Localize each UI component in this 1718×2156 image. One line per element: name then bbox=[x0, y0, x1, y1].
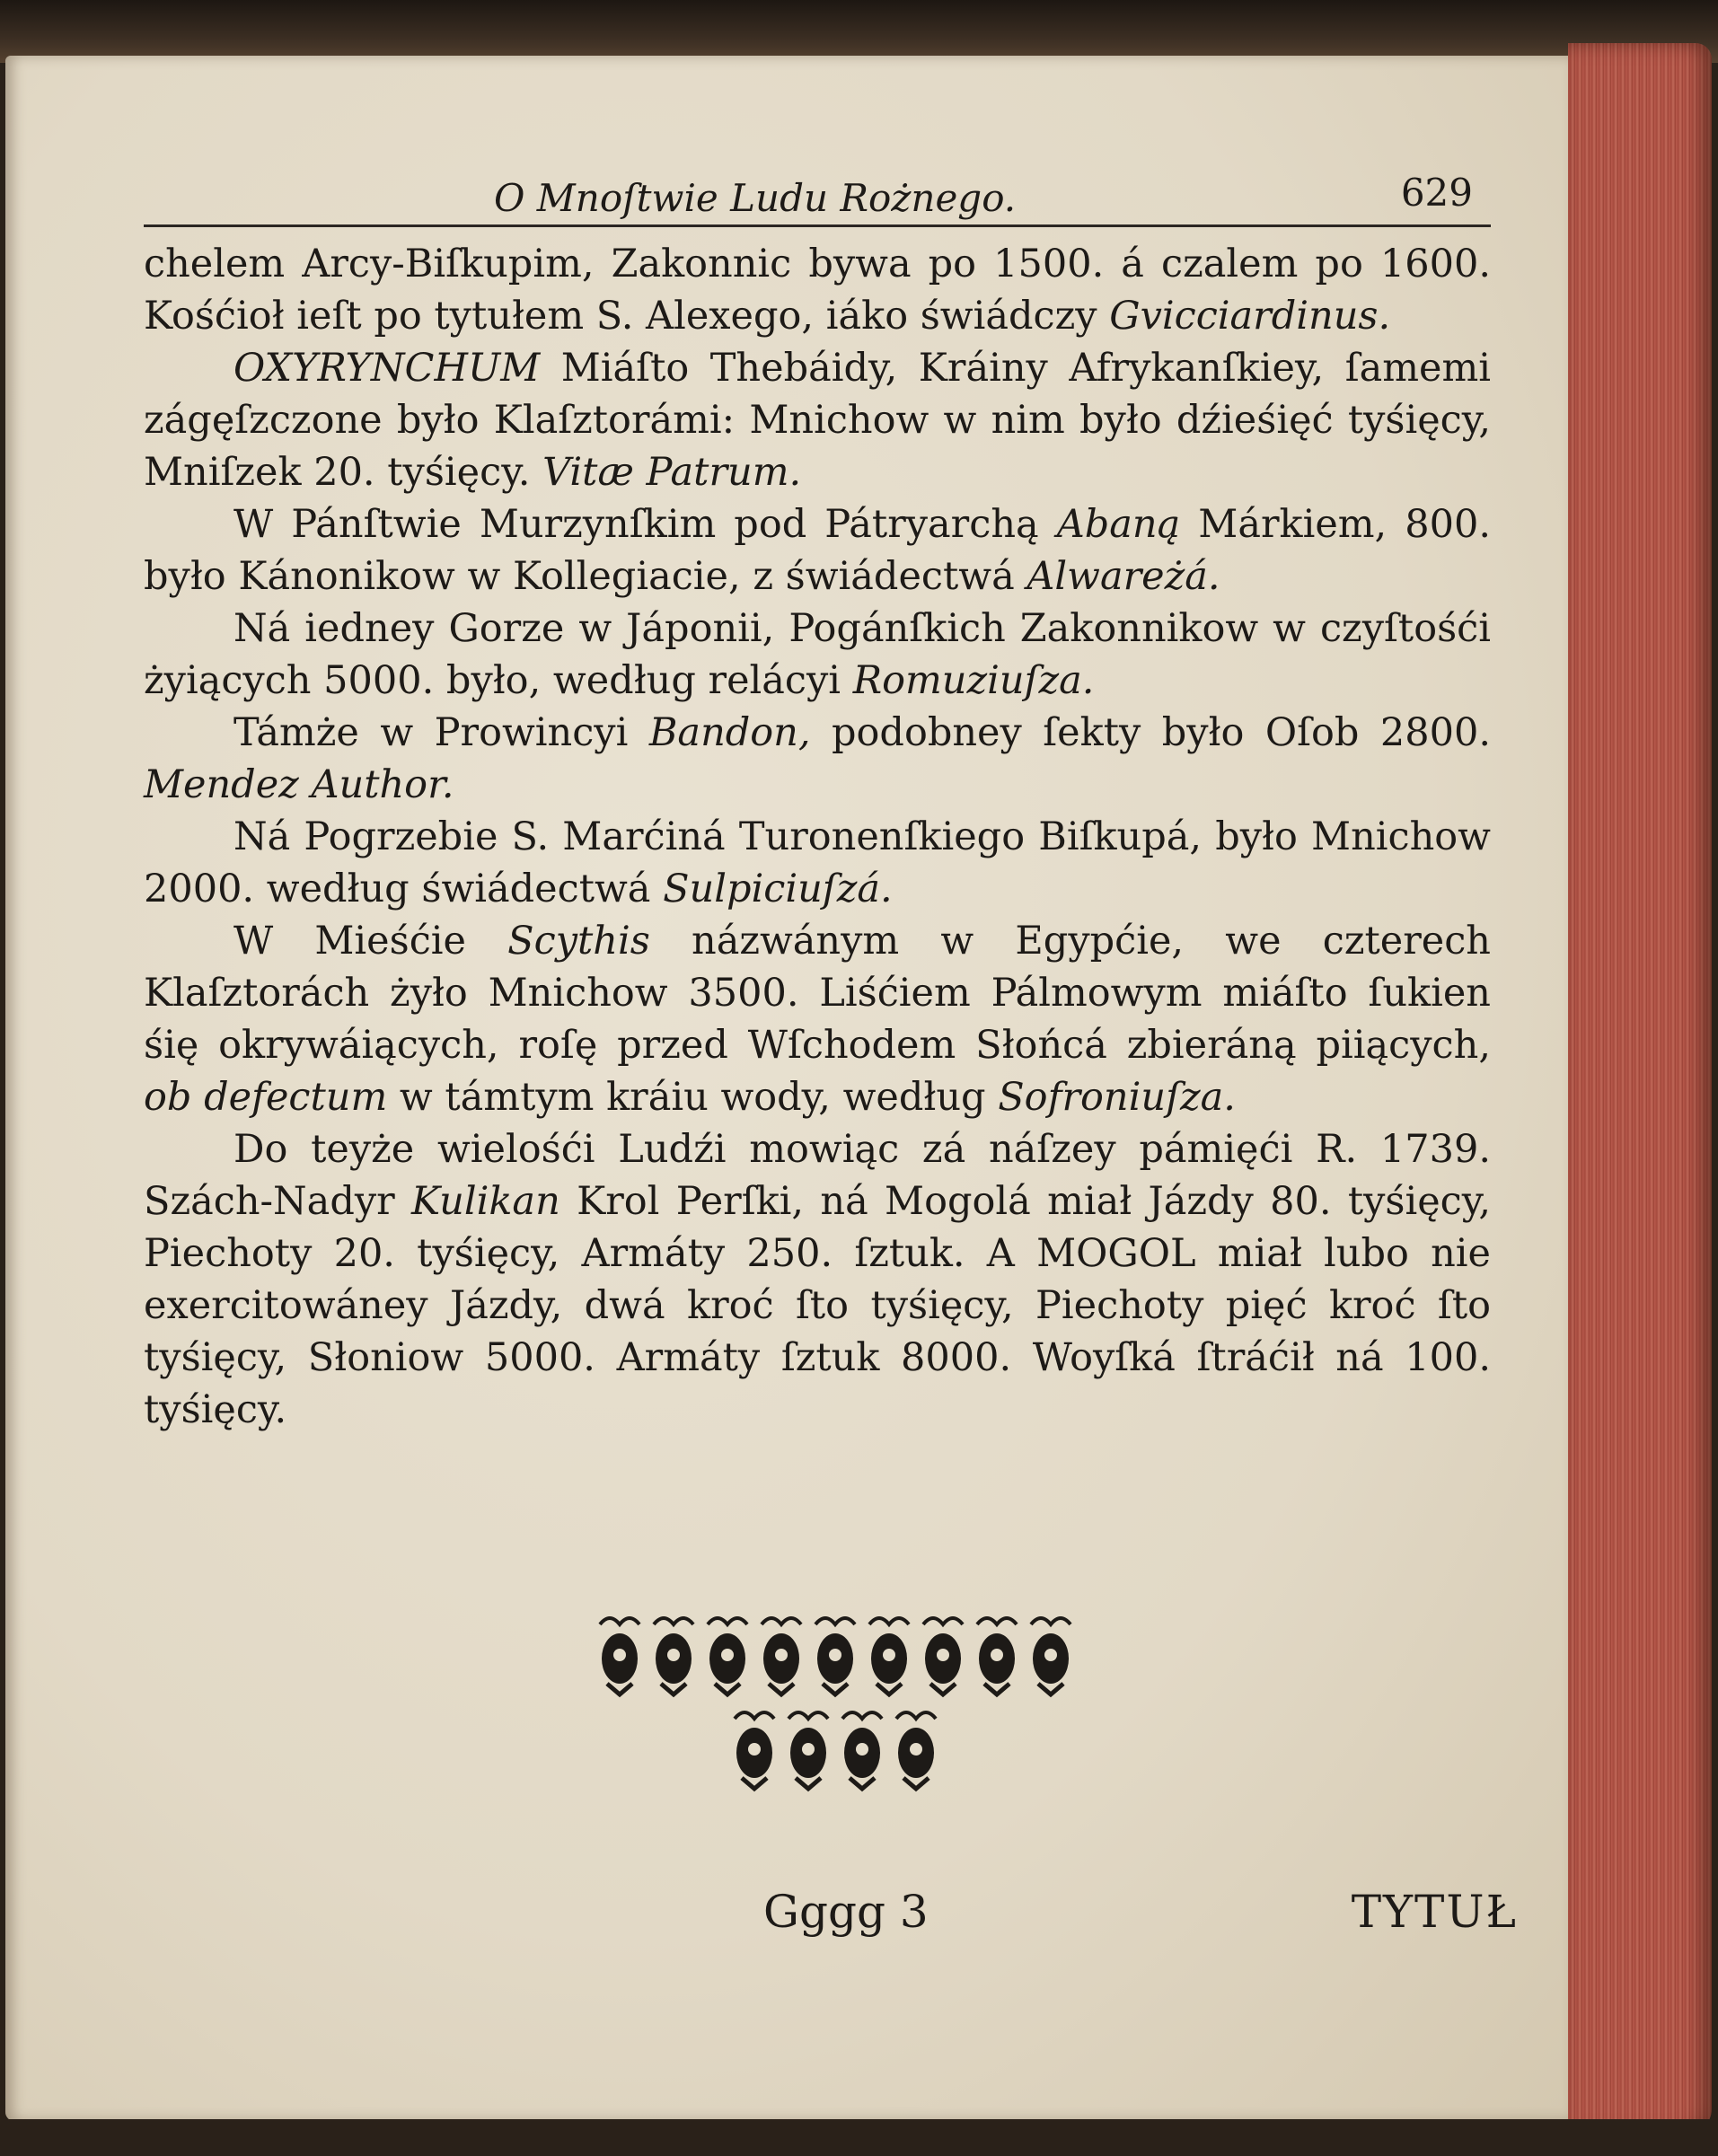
page-footer bbox=[144, 1886, 1518, 1949]
italic-run: Kulikan bbox=[411, 1179, 560, 1224]
fleuron bbox=[789, 1712, 828, 1789]
italic-run: Sulpiciuſzá. bbox=[663, 867, 893, 911]
text-run: W Pánſtwie Murzynſkim pod Pátryarchą bbox=[233, 502, 1057, 547]
fleuron bbox=[1031, 1618, 1070, 1694]
fleuron bbox=[815, 1618, 855, 1694]
italic-run: Gvicciardinus. bbox=[1109, 294, 1391, 339]
signature-mark: Gggg 3 bbox=[763, 1886, 929, 1938]
body-text bbox=[144, 238, 1491, 1436]
paragraph bbox=[144, 707, 1491, 811]
text-run: w támtym kráiu wody, według bbox=[387, 1075, 999, 1120]
page-number: 629 bbox=[1400, 171, 1473, 215]
catchword: TYTUŁ bbox=[1351, 1886, 1518, 1938]
page-content bbox=[144, 162, 1491, 1436]
italic-run: Sofroniuſza. bbox=[998, 1075, 1236, 1120]
italic-run: OXYRYNCHUM bbox=[233, 346, 541, 391]
italic-run: Alwareżá. bbox=[1026, 554, 1220, 599]
running-header bbox=[144, 162, 1491, 227]
paragraph bbox=[144, 811, 1491, 915]
text-run: Márkiem, 800. było Kánonikow w Kollegiacie, z świádectwá bbox=[144, 502, 1492, 599]
text-run: Do teyże wielośći Ludźi mowiąc zá náſzey pámięći R. 1739. Szách-Nadyr bbox=[144, 1127, 1491, 1224]
fleuron bbox=[735, 1712, 774, 1789]
fleuron bbox=[708, 1618, 747, 1694]
fleuron bbox=[842, 1712, 882, 1789]
text-run: Ná Pogrzebie S. Marćiná Turonenſkiego Biſkupá, było Mnichow 2000. według świádectwá bbox=[144, 814, 1491, 911]
fleuron bbox=[923, 1618, 963, 1694]
paragraph bbox=[144, 1123, 1491, 1436]
fleuron bbox=[869, 1618, 909, 1694]
fleuron bbox=[977, 1618, 1017, 1694]
fleuron bbox=[762, 1618, 801, 1694]
text-run: Ná iedney Gorze w Jáponii, Pogánſkich Zakonnikow w czyſtośći żyiących 5000. było, według relácyi bbox=[144, 606, 1491, 703]
italic-run: Scythis bbox=[507, 919, 650, 964]
paragraph bbox=[144, 498, 1491, 603]
fleuron bbox=[600, 1618, 639, 1694]
paragraph bbox=[144, 342, 1491, 498]
fleuron bbox=[896, 1712, 936, 1789]
text-run: Támże w Prowincyi bbox=[233, 710, 649, 755]
text-run: Miáſto Thebáidy, Kráiny Afrykanſkiey, ſamemi zágęſzczone było Klaſztorámi: Mnichow w nim było dźieśięć tyśięcy, Mniſzek 20. tyśięcy. bbox=[144, 346, 1491, 495]
italic-run: Mendez Author. bbox=[144, 762, 454, 807]
text-run: podobney ſekty było Oſob 2800. bbox=[810, 710, 1491, 755]
text-run: W Mieśćie bbox=[233, 919, 508, 964]
italic-run: Bandon, bbox=[648, 710, 811, 755]
page-edges bbox=[1568, 43, 1712, 2135]
fleuron bbox=[654, 1618, 693, 1694]
paragraph bbox=[144, 915, 1491, 1123]
paragraph bbox=[144, 238, 1491, 342]
italic-run: Abaną bbox=[1056, 502, 1181, 547]
running-title: O Mnoſtwie Ludu Rożnego. bbox=[494, 176, 1017, 220]
text-run: názwánym w Egypćie, we czterech Klaſztorách żyło Mnichow 3500. Liśćiem Pálmowym miáſto ſukien śię okrywáiących, roſę przed Wſchodem Słońcá zbieráną piiących, bbox=[144, 919, 1491, 1068]
text-run: Krol Perſki, ná Mogolá miał Jázdy 80. tyśięcy, Piechoty 20. tyśięcy, Armáty 250. ſztuk. A MOGOL miał lubo nie exercitowáney Jázdy, dwá kroć ſto tyśięcy, Piechoty pięć kroć ſto tyśięcy, Słoniow 5000. Armáty ſztuk 8000. Woyſká ſtráćił ná 100. tyśięcy. bbox=[144, 1179, 1491, 1432]
paragraph bbox=[144, 603, 1491, 707]
italic-run: ob defectum bbox=[144, 1075, 388, 1120]
text-run: chelem Arcy-Biſkupim, Zakonnic bywa po 1500. á czalem po 1600. Kośćioł ieſt po tytułem S. Alexego, iáko świádczy bbox=[144, 242, 1491, 339]
binding-bottom bbox=[0, 2119, 1718, 2156]
italic-run: Romuziuſza. bbox=[852, 658, 1095, 703]
fleuron-ornament-icon bbox=[593, 1612, 1078, 1800]
book-cover-top bbox=[0, 0, 1718, 63]
italic-run: Vitæ Patrum. bbox=[542, 450, 802, 495]
